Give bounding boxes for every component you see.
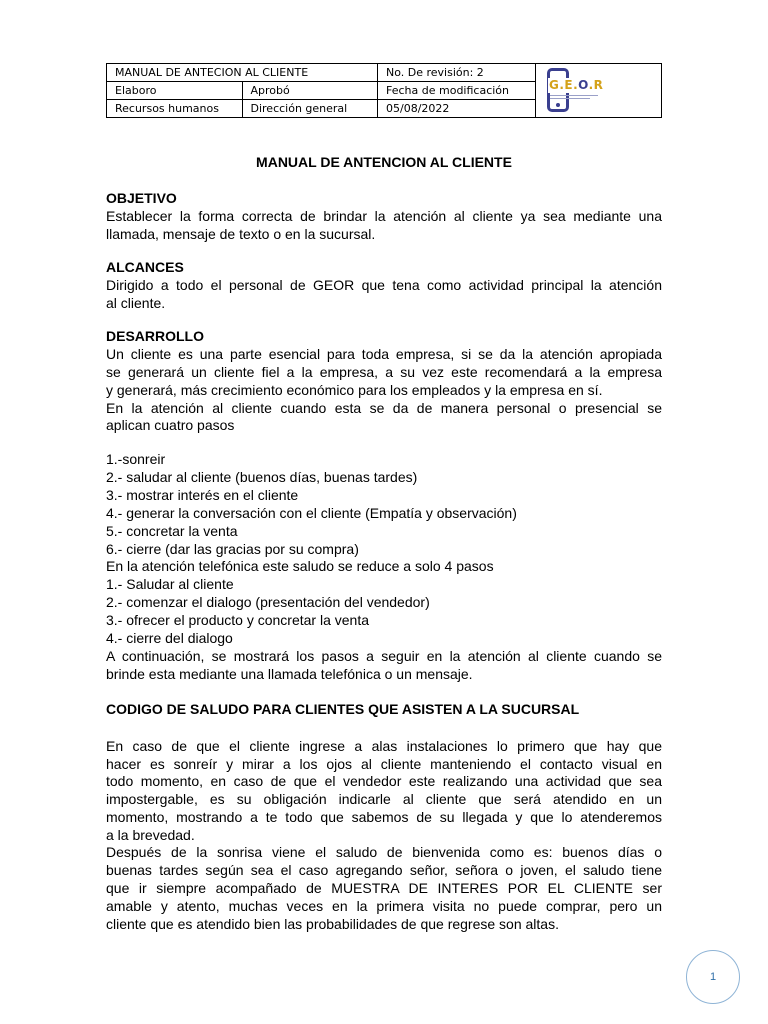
objetivo-line: llamada, mensaje de texto o en la sucursal.	[106, 226, 376, 242]
codigo-line: Después de la sonrisa viene el saludo de bienvenida como es: buenos días o	[106, 844, 662, 860]
codigo-line: En caso de que el cliente ingrese a alas instalaciones lo primero que hay que	[106, 738, 662, 754]
objetivo-heading: OBJETIVO	[106, 190, 177, 206]
step-item: 1.-sonreir	[106, 451, 166, 467]
desarrollo-heading: DESARROLLO	[106, 328, 204, 344]
page-number-badge	[686, 950, 740, 1004]
desarrollo-line: Un cliente es una parte esencial para toda empresa, si se da la atención apropiada	[106, 346, 662, 362]
codigo-heading: CODIGO DE SALUDO PARA CLIENTES QUE ASISTEN A LA SUCURSAL	[106, 701, 580, 717]
codigo-line: momento, mostrando a te todo que sabemos de su llegada y que lo atenderemos	[106, 809, 662, 825]
step-item: 3.- mostrar interés en el cliente	[106, 487, 299, 503]
logo-wordmark: G.E.O.R	[549, 78, 604, 92]
step-item: 6.- cierre (dar las gracias por su compra)	[106, 541, 359, 557]
alcances-line: al cliente.	[106, 295, 166, 311]
alcances-heading: ALCANCES	[106, 259, 184, 275]
step-item: 3.- ofrecer el producto y concretar la venta	[106, 612, 370, 628]
modification-date-value: 05/08/2022	[378, 100, 536, 118]
codigo-line: buenas tardes según sea el caso agregando señor, señora o joven, el saludo tiene	[106, 862, 662, 878]
codigo-line: impostergable, es su obligación indicarle al cliente que será atendido en un	[106, 791, 662, 807]
aprobo-label: Aprobó	[242, 82, 378, 100]
page-number: 1	[709, 971, 717, 983]
revision-cell: No. De revisión: 2	[378, 64, 536, 82]
step-item: 1.- Saludar al cliente	[106, 576, 234, 592]
modification-date-label: Fecha de modificación	[378, 82, 536, 100]
codigo-line: amable y atento, muchas veces en la primera visita no puede comprar, pero un	[106, 898, 662, 914]
elaboro-value: Recursos humanos	[107, 100, 243, 118]
codigo-line: a la brevedad.	[106, 827, 195, 843]
aprobo-value: Dirección general	[242, 100, 378, 118]
document-title: MANUAL DE ANTENCION AL CLIENTE	[256, 154, 512, 170]
step-item: 4.- cierre del dialogo	[106, 630, 233, 646]
codigo-line: hacer es sonreír y mirar a los ojos al cliente manteniendo el contacto visual en	[106, 756, 662, 772]
step-item: 5.- concretar la venta	[106, 523, 238, 539]
elaboro-label: Elaboro	[107, 82, 243, 100]
codigo-line: todo momento, en caso de que el vendedor este realizando una actividad que sea	[106, 773, 662, 789]
document-header-table	[106, 63, 662, 118]
desarrollo-line: y generará, más crecimiento económico para los empleados y la empresa en sí.	[106, 382, 603, 398]
alcances-line: Dirigido a todo el personal de GEOR que tena como actividad principal la atención	[106, 277, 662, 293]
continuation-line: A continuación, se mostrará los pasos a seguir en la atención al cliente cuando se	[106, 648, 662, 664]
step-item: 2.- comenzar el dialogo (presentación del vendedor)	[106, 594, 430, 610]
step-item: 4.- generar la conversación con el cliente (Empatía y observación)	[106, 505, 517, 521]
manual-title-cell: MANUAL DE ANTECION AL CLIENTE	[107, 64, 378, 82]
desarrollo-line: aplican cuatro pasos	[106, 417, 235, 433]
desarrollo-line: En la atención al cliente cuando esta se da de manera personal o presencial se	[106, 400, 662, 416]
step-item: 2.- saludar al cliente (buenos días, buenas tardes)	[106, 469, 418, 485]
logo-cell	[536, 64, 662, 118]
codigo-line: que ir siempre acompañado de MUESTRA DE INTERES POR EL CLIENTE ser	[106, 880, 662, 896]
codigo-line: cliente que es atendido bien las probabilidades de que regrese son altas.	[106, 916, 559, 932]
continuation-line: brinde esta mediante una llamada telefónica o un mensaje.	[106, 666, 473, 682]
desarrollo-line: se generará un cliente fiel a la empresa, a su vez este recomendará a la empresa	[106, 364, 662, 380]
geor-logo	[536, 64, 661, 117]
objetivo-line: Establecer la forma correcta de brindar la atención al cliente ya sea mediante una	[106, 208, 662, 224]
step-item: En la atención telefónica este saludo se reduce a solo 4 pasos	[106, 558, 494, 574]
